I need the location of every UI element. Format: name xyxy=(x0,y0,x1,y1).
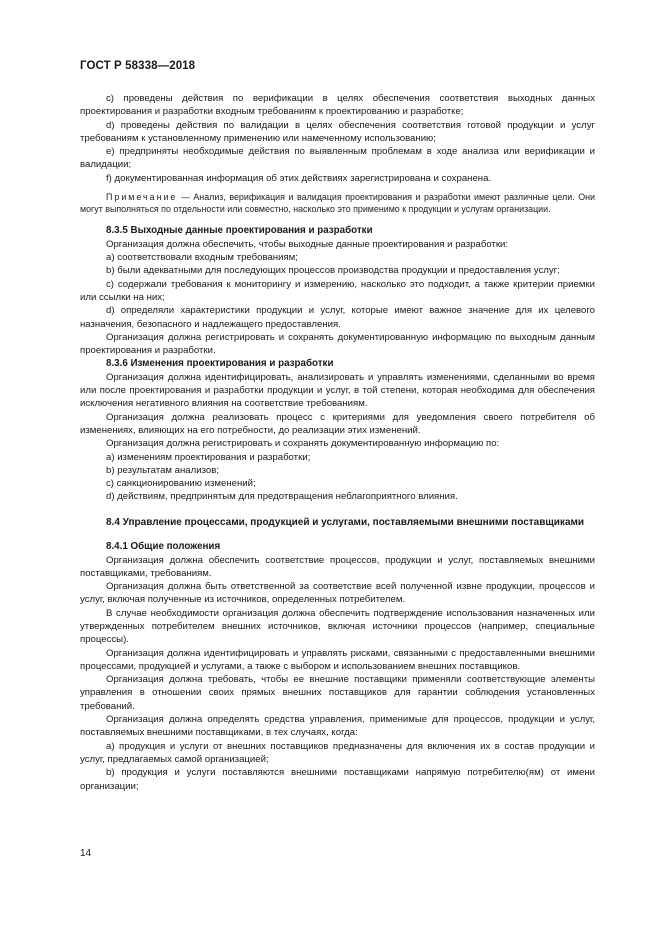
list-item: е) предприняты необходимые действия по выявленным проблемам в ходе анализа или верификации и валидации; xyxy=(80,146,595,171)
list-item: а) продукция и услуги от внешних поставщиков предназначены для включения их в состав продукции и услуг, предлагаемых самой организацией; xyxy=(80,740,595,765)
paragraph: Организация должна идентифицировать, анализировать и управлять изменениями, сделанными во время или после проектирования и разработки продукции и услуг, в той степени, которая необходима для обеспечения исключения негативного влияния на соответствие требованиям. xyxy=(80,371,595,410)
list-item: а) соответствовали входным требованиям; xyxy=(106,252,298,264)
list-item: b) продукция и услуги поставляются внешними поставщиками напрямую потребителю(ям) от имени организации; xyxy=(80,767,595,792)
list-item: d) действиям, предпринятым для предотвращения неблагоприятного влияния. xyxy=(106,491,458,503)
page-content xyxy=(80,92,595,793)
paragraph: Организация должна идентифицировать и управлять рисками, связанными с предоставленными внешними процессами, продукцией и услугами, а также с выбором и использованием внешних поставщиков. xyxy=(80,647,595,672)
list-item: b) были адекватными для последующих процессов производства продукции и предоставления услуг; xyxy=(106,265,560,277)
page-number: 14 xyxy=(80,848,92,859)
note xyxy=(80,191,595,215)
standard-title: ГОСТ Р 58338—2018 xyxy=(80,60,196,72)
list-item: b) результатам анализов; xyxy=(106,464,219,476)
paragraph: Организация должна реализовать процесс с критериями для уведомления своего потребителя об изменениях, влияющих на его потребности, до реализации этих изменений. xyxy=(80,411,595,436)
paragraph: Организация должна обеспечить, чтобы выходные данные проектирования и разработки: xyxy=(106,238,509,250)
note-label: Примечание xyxy=(106,192,178,203)
list-item: с) санкционированию изменений; xyxy=(106,478,256,490)
paragraph: Организация должна регистрировать и сохранять документированную информацию по: xyxy=(106,438,500,450)
list-item: с) содержали требования к мониторингу и измерению, насколько это подходит, а также критерии приемки или ссылки на них; xyxy=(80,278,595,303)
paragraph: Организация должна требовать, чтобы ее внешние поставщики применяли соответствующие элементы управления в отношении своих прямых внешних поставщиков для гарантии соблюдения установленных требований. xyxy=(80,674,595,712)
section-heading-8-4-1: 8.4.1 Общие положения xyxy=(106,541,221,553)
paragraph: Организация должна регистрировать и сохранять документированную информацию по выходным данным проектирования и разработки. xyxy=(80,331,595,357)
paragraph: Организация должна определять средства управления, применимые для процессов, продукции и услуг, поставляемых внешними поставщиками, в тех случаях, когда: xyxy=(80,714,595,739)
section-heading-8-3-5: 8.3.5 Выходные данные проектирования и разработки xyxy=(106,225,373,237)
list-item: f) документированная информация об этих действиях зарегистрирована и сохранена. xyxy=(106,172,492,184)
note-text: — Анализ, верификация и валидация проектирования и разработки имеют различные цели. Они могут выполняться по отдельности или совместно, насколько это применимо к продукции и услугам организации. xyxy=(80,192,595,215)
section-heading-8-3-6: 8.3.6 Изменения проектирования и разработки xyxy=(106,358,334,370)
paragraph: Организация должна обеспечить соответствие процессов, продукции и услуг, поставляемых внешними поставщиками, требованиям. xyxy=(80,554,595,579)
list-item: d) определяли характеристики продукции и услуг, которые имеют важное значение для их целевого назначения, безопасного и надлежащего предоставления. xyxy=(80,305,595,330)
paragraph: Организация должна быть ответственной за соответствие всей полученной извне продукции, процессов и услуг, включая полученные из источников, определенных потребителем. xyxy=(80,581,595,606)
list-item: d) проведены действия по валидации в целях обеспечения соответствия готовой продукции и услуг требованиям к установленному применению или намеченному использованию; xyxy=(80,119,595,144)
paragraph: В случае необходимости организация должна обеспечить подтверждение использования назначенных или утвержденных потребителем внешних источников, включая источники процессов (например, специальные процессы). xyxy=(80,607,595,646)
section-heading-8-4: 8.4 Управление процессами, продукцией и услугами, поставляемыми внешними поставщиками xyxy=(106,516,585,528)
list-item: а) изменениям проектирования и разработки; xyxy=(106,451,311,463)
list-item: с) проведены действия по верификации в целях обеспечения соответствия выходных данных проектирования и разработки входным требованиям к проектированию и разработке; xyxy=(80,93,595,118)
